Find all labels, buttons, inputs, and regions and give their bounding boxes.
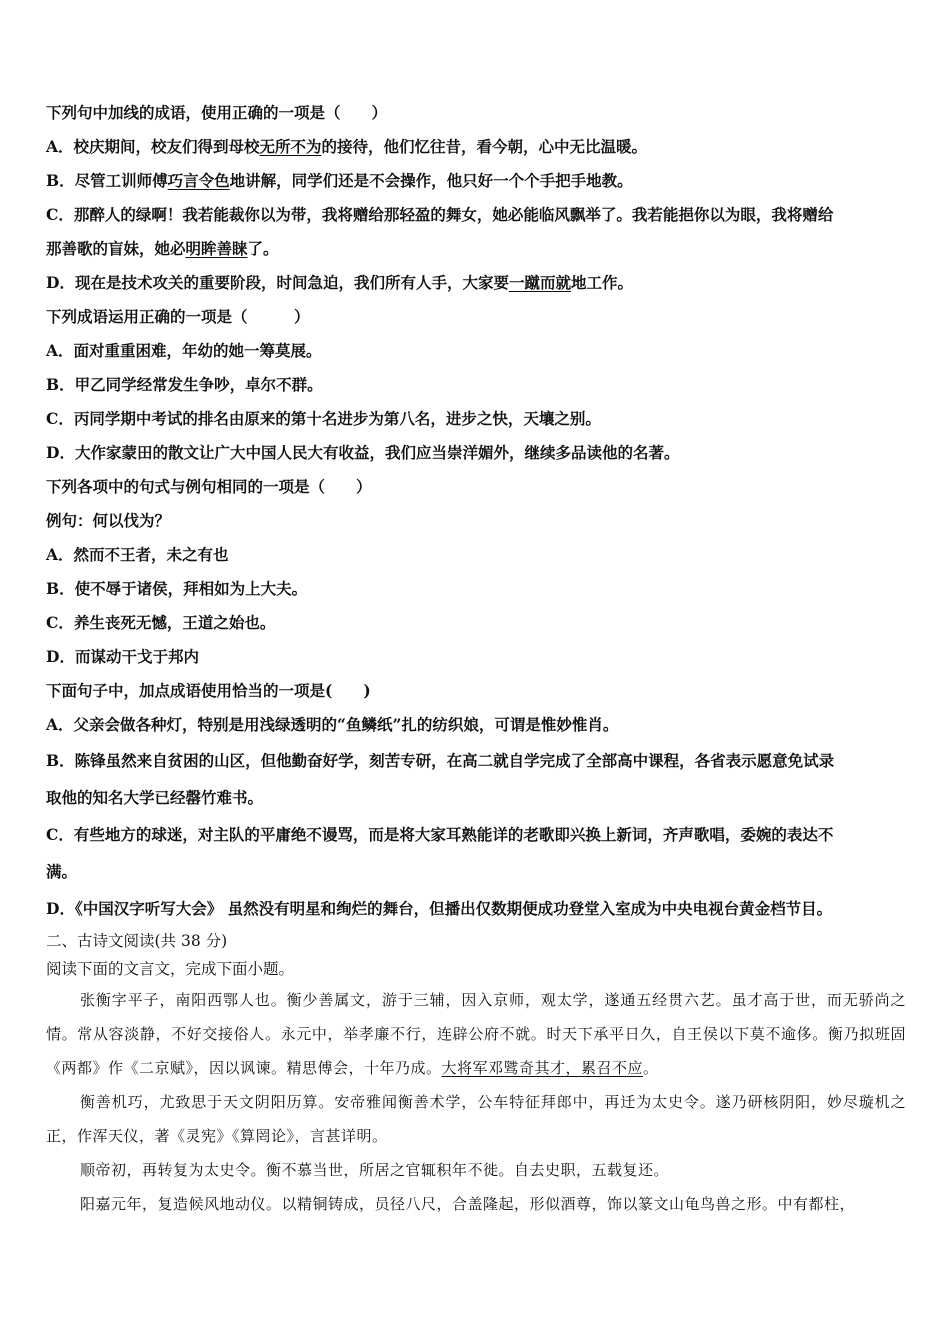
option-b: B．尽管工训师傅巧言令色地讲解，同学们还是不会操作，他只好一个个手把手地教。 [46, 171, 633, 190]
option-b-continued: 取他的知名大学已经罄竹难书。 [46, 788, 264, 807]
option-c: C．丙同学期中考试的排名由原来的第十名进步为第八名，进步之快，天壤之别。 [46, 409, 601, 428]
option-d: D．《中国汉字听写大会》 虽然没有明星和绚烂的舞台，但播出仅数期便成功登堂入室成为中央电视台黄金档节目。 [46, 899, 833, 918]
option-b: B．使不辱于诸侯，拜相如为上大夫。 [46, 579, 308, 598]
option-a: A．然而不王者，未之有也 [46, 545, 229, 564]
option-c: C．那醉人的绿啊！我若能裁你以为带，我将赠给那轻盈的舞女，她必能临风飘举了。我若能挹你以为眼，我将赠给 [46, 205, 834, 224]
question-stem: 下列各项中的句式与例句相同的一项是（ ） [46, 477, 372, 496]
question-stem: 下列句中加线的成语，使用正确的一项是（ ） [46, 103, 388, 122]
passage-paragraph-3: 顺帝初，再转复为太史令。衡不慕当世，所居之官辄积年不徙。自去史职，五载复还。 [80, 1161, 670, 1179]
underlined-idiom: 无所不为 [259, 137, 322, 156]
option-c: C．有些地方的球迷，对主队的平庸绝不谩骂，而是将大家耳熟能详的老歌即兴换上新词，齐声歌唱，委婉的表达不 [46, 825, 834, 844]
option-c: C．养生丧死无憾，王道之始也。 [46, 613, 276, 632]
option-a: A．父亲会做各种灯，特别是用浅绿透明的“鱼鳞纸”扎的纺织娘，可谓是惟妙惟肖。 [46, 715, 619, 734]
option-b: B．甲乙同学经常发生争吵，卓尔不群。 [46, 375, 323, 394]
underlined-idiom: 一蹴而就 [508, 273, 571, 292]
underlined-sentence: 大将军邓骘奇其才，累召不应 [441, 1059, 644, 1077]
passage-paragraph-1: 张衡字平子，南阳西鄂人也。衡少善属文，游于三辅，因入京师，观太学，遂通五经贯六艺。虽才高于世，而无骄尚之情。常从容淡静，不好交接俗人。永元中，举孝廉不行，连辟公府不就。时天下承平日久，自王侯以下莫不逾侈。衡乃拟班固《两都》作《二京赋》，因以讽谏。精思傅会，十年乃成。大将军邓骘奇其才，累召不应。 [46, 991, 906, 1077]
underlined-idiom: 巧言令色 [167, 171, 230, 190]
example-sentence: 例句：何以伐为？ [46, 511, 171, 530]
question-stem: 下面句子中，加点成语使用恰当的一项是( ) [46, 681, 371, 700]
question-stem: 下列成语运用正确的一项是（ ） [46, 307, 310, 326]
option-b: B．陈锋虽然来自贫困的山区，但他勤奋好学，刻苦专研，在高二就自学完成了全部高中课程，各省表示愿意免试录 [46, 751, 835, 770]
passage-paragraph-4: 阳嘉元年，复造候风地动仪。以精铜铸成，员径八尺，合盖隆起，形似酒尊，饰以篆文山龟鸟兽之形。中有都柱， [80, 1195, 856, 1213]
option-a: A．面对重重困难，年幼的她一筹莫展。 [46, 341, 322, 360]
section-instruction: 阅读下面的文言文，完成下面小题。 [46, 960, 295, 978]
option-d: D．而谋动干戈于邦内 [46, 647, 199, 666]
option-c-continued: 那善歌的盲妹，她必明眸善睐了。 [46, 239, 279, 258]
passage-paragraph-2: 衡善机巧，尤致思于天文阴阳历算。安帝雅闻衡善术学，公车特征拜郎中，再迁为太史令。遂乃研核阴阳，妙尽璇机之正，作浑天仪，著《灵宪》《算罔论》，言甚详明。 [46, 1093, 906, 1145]
section-title: 二、古诗文阅读(共 38 分) [46, 932, 228, 950]
option-d: D．大作家蒙田的散文让广大中国人民大有收益，我们应当崇洋媚外，继续多品读他的名著。 [46, 443, 680, 462]
exam-page [46, 96, 906, 1221]
option-c-continued: 满。 [46, 862, 78, 881]
option-a: A．校庆期间，校友们得到母校无所不为的接待，他们忆往昔，看今朝，心中无比温暖。 [46, 137, 648, 156]
option-d: D．现在是技术攻关的重要阶段，时间急迫，我们所有人手，大家要一蹴而就地工作。 [46, 273, 633, 292]
underlined-idiom: 明眸善睐 [185, 239, 248, 258]
